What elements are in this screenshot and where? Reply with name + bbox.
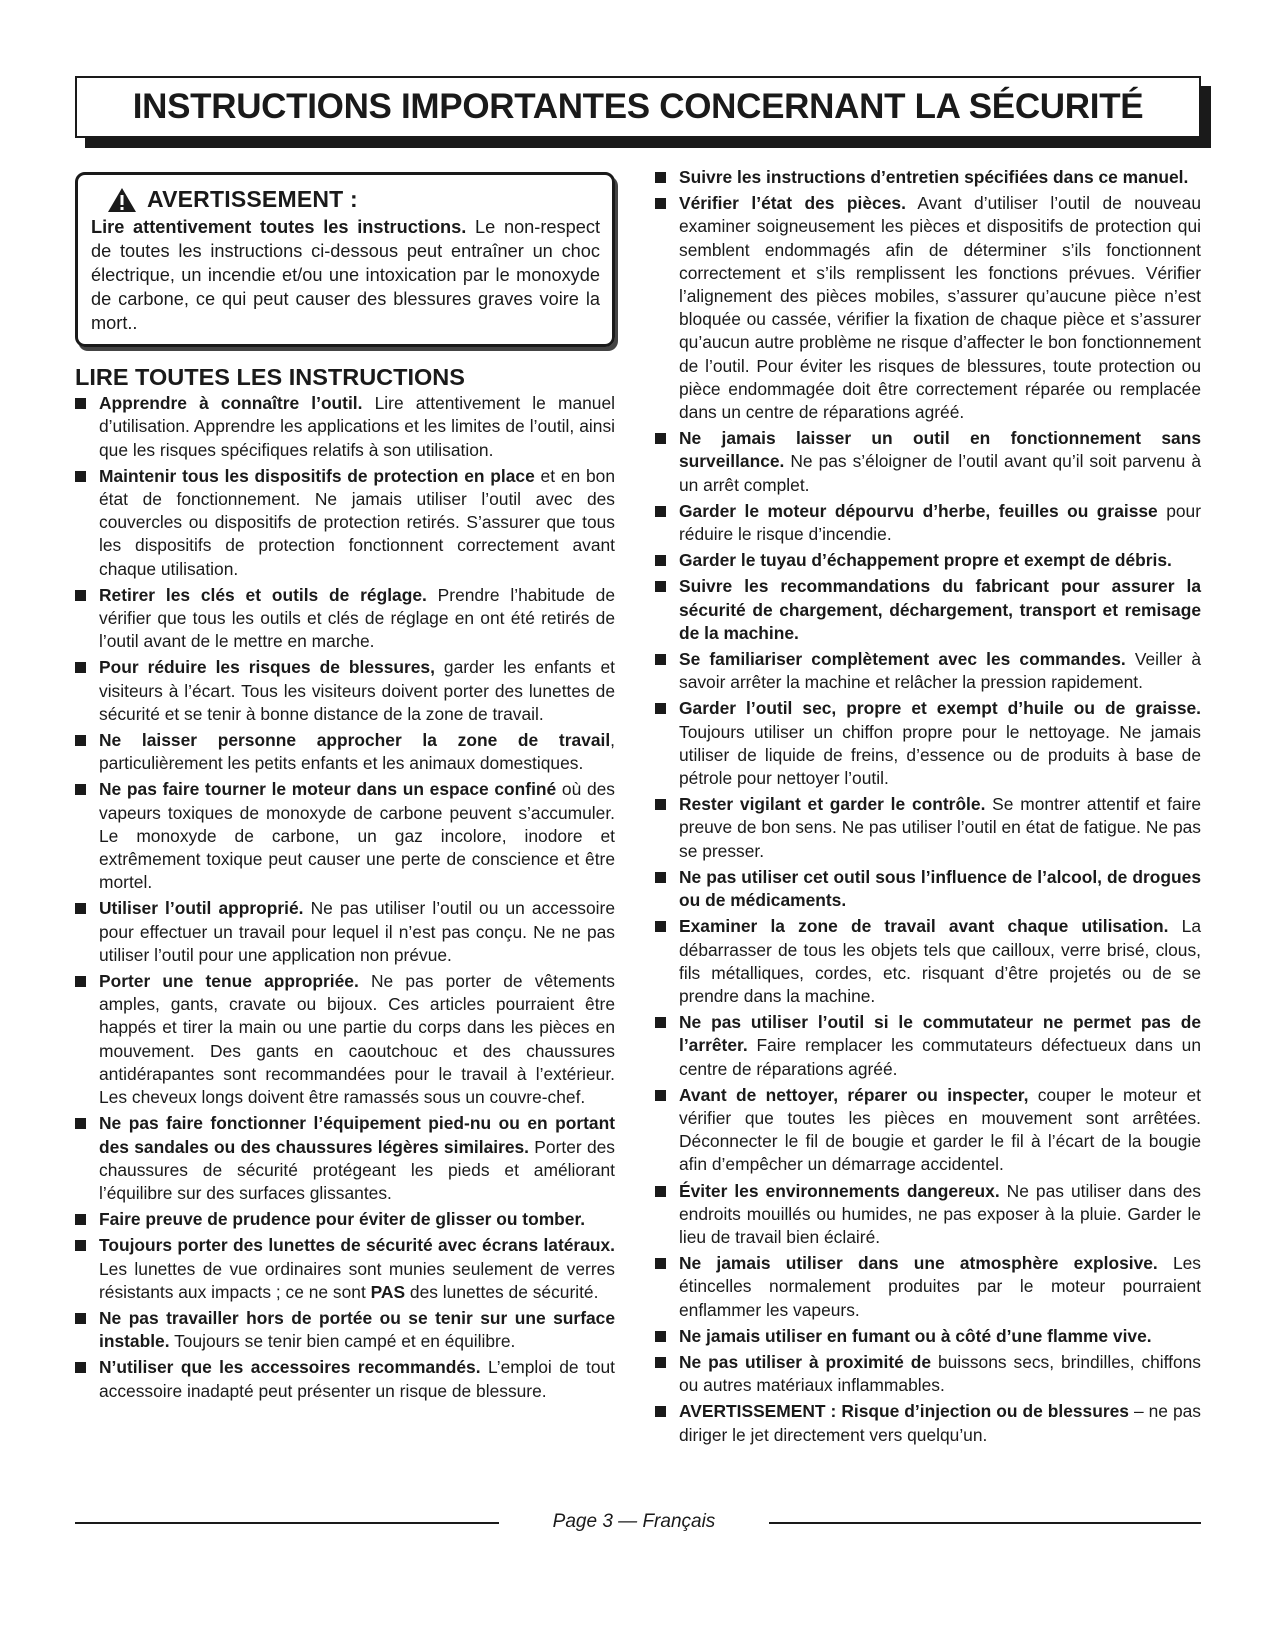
item-text: et en bon état de fonctionnement. Ne jamais utiliser l’outil avec des couvercles ou dispositifs de protection retirés. S’assurer que tous les dispositifs de protection fonctionnent correctement avant chaque utilisation. xyxy=(99,465,616,579)
item-lead: N’utiliser que les accessoires recommandés. xyxy=(99,1357,481,1378)
item-lead: Ne jamais utiliser en fumant ou à côté d’une flamme vive. xyxy=(679,1325,1152,1346)
square-bullet-icon xyxy=(655,703,666,714)
item-lead: Ne laisser personne approcher la zone de travail xyxy=(99,730,611,751)
left-column xyxy=(75,166,615,1406)
item-lead: Suivre les recommandations du fabricant pour assurer la sécurité de chargement, déchargement, transport et remisage de la machine. xyxy=(679,576,1201,643)
item-lead: Avant de nettoyer, réparer ou inspecter, xyxy=(679,1084,1029,1105)
item-lead: Utiliser l’outil approprié. xyxy=(99,898,304,919)
list-item xyxy=(655,1351,1201,1397)
item-lead: Toujours porter des lunettes de sécurité avec écrans latéraux. xyxy=(99,1235,615,1256)
item-lead: Garder le tuyau d’échappement propre et exempt de débris. xyxy=(679,550,1172,571)
warning-heading: AVERTISSEMENT : xyxy=(147,186,358,213)
square-bullet-icon xyxy=(75,662,86,673)
square-bullet-icon xyxy=(655,1258,666,1269)
warning-header xyxy=(107,187,600,213)
list-item xyxy=(75,970,615,1109)
item-text: Faire remplacer les commutateurs défectueux dans un centre de réparations agréé. xyxy=(679,1035,1201,1079)
footer-rule-left xyxy=(75,1522,499,1524)
square-bullet-icon xyxy=(655,1406,666,1417)
item-lead: Maintenir tous les dispositifs de protection en place xyxy=(99,465,535,486)
warning-box xyxy=(75,172,615,347)
list-item xyxy=(655,1400,1201,1446)
item-lead: Rester vigilant et garder le contrôle. xyxy=(679,794,986,815)
list-item xyxy=(655,427,1201,497)
square-bullet-icon xyxy=(655,581,666,592)
item-text: Les étincelles normalement produites par le moteur pourraient enflammer les vapeurs. xyxy=(679,1253,1202,1320)
right-column xyxy=(655,166,1201,1450)
warning-triangle-icon xyxy=(107,187,137,213)
square-bullet-icon xyxy=(655,506,666,517)
square-bullet-icon xyxy=(75,1362,86,1373)
list-item xyxy=(655,697,1201,790)
warning-lead: Lire attentivement toutes les instructions. xyxy=(91,217,467,237)
square-bullet-icon xyxy=(75,1214,86,1225)
list-item xyxy=(655,1325,1201,1348)
item-text: Lire attentivement le manuel d’utilisation. Apprendre les applications et les limites de l’outil, ainsi que les risques spécifiques relatifs à son utilisation. xyxy=(99,393,615,460)
list-item xyxy=(655,915,1201,1008)
square-bullet-icon xyxy=(75,903,86,914)
list-item xyxy=(75,778,615,894)
left-instruction-list xyxy=(75,392,615,1403)
square-bullet-icon xyxy=(655,1090,666,1101)
square-bullet-icon xyxy=(655,433,666,444)
list-item xyxy=(75,1234,615,1304)
item-lead: Ne pas utiliser l’outil si le commutateur ne permet pas de l’arrêter. xyxy=(679,1012,1201,1056)
list-item xyxy=(75,729,615,775)
item-text: buissons secs, brindilles, chiffons ou autres matériaux inflammables. xyxy=(679,1351,1201,1396)
item-lead: AVERTISSEMENT : Risque d’injection ou de blessures xyxy=(679,1401,1129,1422)
page-title: INSTRUCTIONS IMPORTANTES CONCERNANT LA SÉCURITÉ xyxy=(132,87,1144,126)
list-item xyxy=(75,1356,615,1402)
item-text: pour réduire le risque d’incendie. xyxy=(679,500,1201,545)
list-item xyxy=(75,1307,615,1353)
warning-body xyxy=(91,215,600,335)
list-item xyxy=(655,1180,1201,1250)
list-item xyxy=(655,500,1201,546)
item-text: Porter des chaussures de sécurité protégeant les pieds et améliorant l’équilibre sur des surfaces glissantes. xyxy=(99,1136,615,1203)
square-bullet-icon xyxy=(655,172,666,183)
title-box xyxy=(75,76,1201,138)
item-lead: Ne jamais laisser un outil en fonctionnement sans surveillance. xyxy=(679,428,1201,472)
item-lead: Ne jamais utiliser dans une atmosphère explosive. xyxy=(679,1253,1158,1274)
item-text: Prendre l’habitude de vérifier que tous les outils et clés de réglage en ont été retirés de l’outil avant de le mettre en marche. xyxy=(99,584,615,652)
item-text: Les lunettes de vue ordinaires sont munies seulement de verres résistants aux impacts ; ce ne sont xyxy=(99,1258,615,1302)
item-text: Ne pas utiliser dans des endroits mouillés ou humides, ne pas exposer à la pluie. Garder le lieu de travail bien éclairé. xyxy=(679,1180,1201,1247)
item-lead: Apprendre à connaître l’outil. xyxy=(99,393,363,414)
item-text: Avant d’utiliser l’outil de nouveau examiner soigneusement les pièces et dispositifs de protection qui semblent endommagés afin de déterminer s’ils fonctionnent correctement et s’ils remplissent les fonctions prévues. Vérifier l’alignement des pièces mobiles, s’assurer qu’aucune pièce n’est bloquée ou cassée, vérifier la fixation de chaque pièce et s’assurer qu’aucun autre problème ne risque d’affecter le bon fonctionnement de l’outil. Pour éviter les risques de blessures, toute protection ou pièce endommagée doit être correctement réparée ou remplacée dans un centre de réparations agréé. xyxy=(679,193,1201,423)
footer-text: Page 3 — Français xyxy=(552,1511,716,1532)
square-bullet-icon xyxy=(75,1240,86,1251)
list-item xyxy=(75,392,615,462)
square-bullet-icon xyxy=(655,1017,666,1028)
page-footer xyxy=(75,1508,1201,1538)
list-item xyxy=(655,549,1201,572)
item-text: La débarrasser de tous les objets tels que cailloux, verre brisé, clous, fils métalliques, cordes, etc. risquant d’être projetés ou de se prendre dans la machine. xyxy=(679,916,1201,1006)
item-lead: Porter une tenue appropriée. xyxy=(99,971,359,992)
list-item xyxy=(75,1208,615,1231)
item-lead: Pour réduire les risques de blessures, xyxy=(99,657,435,678)
list-item xyxy=(655,575,1201,645)
list-item xyxy=(75,465,615,581)
item-lead: Suivre les instructions d’entretien spécifiées dans ce manuel. xyxy=(679,167,1189,187)
section-heading: LIRE TOUTES LES INSTRUCTIONS xyxy=(75,364,465,390)
item-text: où des vapeurs toxiques de monoxyde de carbone peuvent s’accumuler. Le monoxyde de carbone, un gaz incolore, inodore et extrêmement toxique peut causer une perte de conscience et être mortel. xyxy=(99,779,616,893)
square-bullet-icon xyxy=(655,1186,666,1197)
square-bullet-icon xyxy=(655,555,666,566)
item-text: Ne pas s’éloigner de l’outil avant qu’il soit parvenu à un arrêt complet. xyxy=(679,451,1201,495)
item-text: , particulièrement les petits enfants et les animaux domestiques. xyxy=(99,730,615,774)
square-bullet-icon xyxy=(75,590,86,601)
item-lead: Examiner la zone de travail avant chaque utilisation. xyxy=(679,916,1169,937)
item-emphasis: PAS xyxy=(370,1281,406,1302)
title-banner xyxy=(75,76,1201,138)
item-text: Ne pas porter de vêtements amples, gants, cravate ou bijoux. Ces articles pourraient être happés et tirer la main ou une partie du corps dans les pièces en mouvement. Des gants en caoutchouc et des chaussures antidérapantes sont recommandées pour le travail à l’extérieur. Les cheveux longs doivent être ramassés sous un couvre-chef. xyxy=(99,971,615,1108)
list-item xyxy=(655,166,1201,189)
item-text: Toujours utiliser un chiffon propre pour le nettoyage. Ne jamais utiliser de liquide de freins, d’essence ou de produits à base de pétrole pour nettoyer l’outil. xyxy=(679,721,1201,789)
item-lead: Ne pas utiliser cet outil sous l’influence de l’alcool, de drogues ou de médicaments. xyxy=(679,866,1201,911)
square-bullet-icon xyxy=(655,872,666,883)
item-text: garder les enfants et visiteurs à l’écart. Tous les visiteurs doivent porter des lunettes de sécurité et se tenir à bonne distance de la zone de travail. xyxy=(99,657,615,724)
item-lead: Ne pas travailler hors de portée ou se tenir sur une surface instable. xyxy=(99,1307,615,1352)
item-lead: Vérifier l’état des pièces. xyxy=(679,193,906,214)
item-lead: Retirer les clés et outils de réglage. xyxy=(99,584,427,605)
square-bullet-icon xyxy=(655,799,666,810)
square-bullet-icon xyxy=(75,398,86,409)
item-lead: Faire preuve de prudence pour éviter de glisser ou tomber. xyxy=(99,1209,586,1230)
list-item xyxy=(75,1112,615,1205)
item-lead: Garder le moteur dépourvu d’herbe, feuilles ou graisse xyxy=(679,500,1158,521)
list-item xyxy=(655,1011,1201,1081)
item-lead: Se familiariser complètement avec les commandes. xyxy=(679,649,1126,670)
item-text: Ne pas utiliser l’outil ou un accessoire pour effectuer un travail pour lequel il n’est pas conçu. Ne ne pas utiliser l’outil pour une application non prévue. xyxy=(99,898,615,965)
item-text: couper le moteur et vérifier que toutes les pièces en mouvement sont arrêtées. Déconnecter le fil de bougie et garder le fil à l’écart de la bougie afin d’empêcher un démarrage accidentel. xyxy=(679,1084,1201,1175)
item-text: – ne pas diriger le jet directement vers quelqu’un. xyxy=(679,1401,1201,1445)
item-text: L’emploi de tout accessoire inadapté peut présenter un risque de blessure. xyxy=(99,1357,615,1401)
square-bullet-icon xyxy=(655,1357,666,1368)
list-item xyxy=(75,584,615,654)
item-lead: Garder l’outil sec, propre et exempt d’huile ou de graisse. xyxy=(679,698,1201,719)
square-bullet-icon xyxy=(655,1331,666,1342)
warning-text: Le non-respect de toutes les instructions ci-dessous peut entraîner un choc électrique, un incendie et/ou une intoxication par le monoxyde de carbone, ce qui peut causer des blessures graves voire la mort.. xyxy=(91,217,600,333)
footer-rule-right xyxy=(769,1522,1201,1524)
square-bullet-icon xyxy=(75,784,86,795)
item-lead: Ne pas faire fonctionner l’équipement pied-nu ou en portant des sandales ou des chaussures légères similaires. xyxy=(99,1113,615,1157)
item-lead: Ne pas faire tourner le moteur dans un espace confiné xyxy=(99,779,557,800)
square-bullet-icon xyxy=(75,471,86,482)
item-text: Se montrer attentif et faire preuve de bon sens. Ne pas utiliser l’outil en état de fatigue. Ne pas se presser. xyxy=(679,794,1201,861)
list-item xyxy=(655,866,1201,912)
list-item xyxy=(655,1252,1201,1322)
square-bullet-icon xyxy=(75,1118,86,1129)
square-bullet-icon xyxy=(655,198,666,209)
square-bullet-icon xyxy=(655,921,666,932)
square-bullet-icon xyxy=(75,1313,86,1324)
list-item xyxy=(75,656,615,726)
list-item xyxy=(75,897,615,967)
list-item xyxy=(655,648,1201,694)
square-bullet-icon xyxy=(655,654,666,665)
item-lead: Éviter les environnements dangereux. xyxy=(679,1180,1000,1201)
list-item xyxy=(655,192,1201,424)
item-text: Veiller à savoir arrêter la machine et relâcher la pression rapidement. xyxy=(679,649,1202,693)
item-text-tail: des lunettes de sécurité. xyxy=(405,1281,599,1302)
square-bullet-icon xyxy=(75,976,86,987)
right-instruction-list xyxy=(655,166,1201,1447)
list-item xyxy=(655,1084,1201,1177)
item-text: Toujours se tenir bien campé et en équilibre. xyxy=(169,1331,516,1352)
square-bullet-icon xyxy=(75,735,86,746)
list-item xyxy=(655,793,1201,863)
item-lead: Ne pas utiliser à proximité de xyxy=(679,1351,932,1372)
